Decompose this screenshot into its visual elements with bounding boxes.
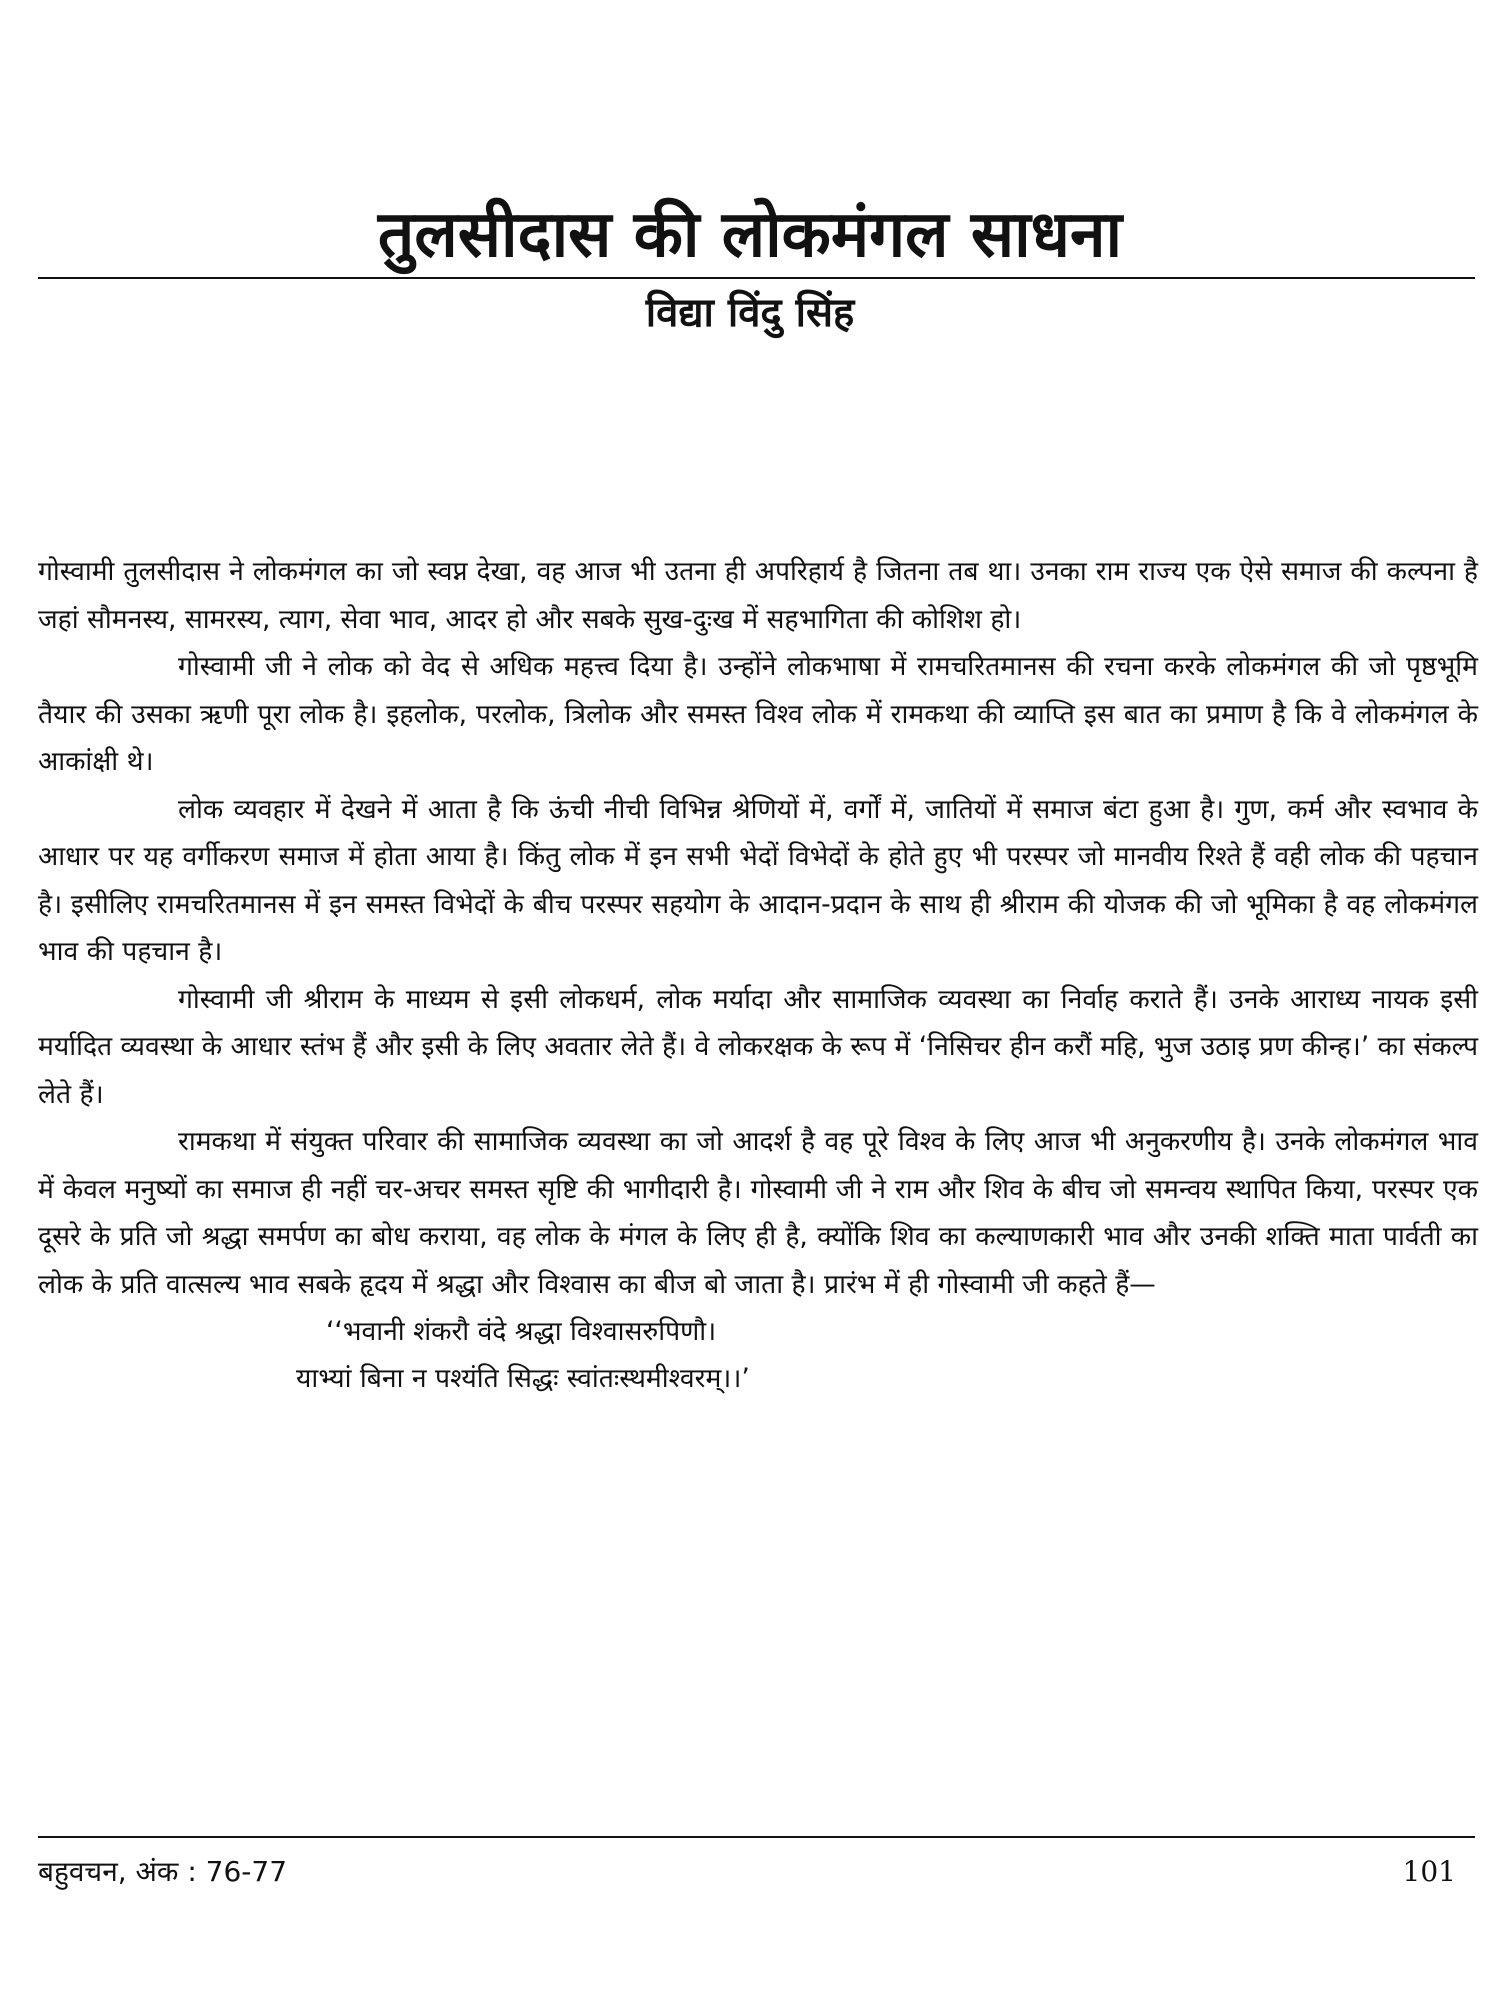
paragraph-1: गोस्वामी तुलसीदास ने लोकमंगल का जो स्वप्न देखा, वह आज भी उतना ही अपरिहार्य है जितना तब था। उनका राम राज्य एक ऐसे समाज की कल्पना है जहां सौमनस्य, सामरस्य, त्याग, सेवा भाव, आदर हो और सबके सुख-दुःख में सहभागिता की कोशिश हो। <box>38 556 1478 635</box>
footer-divider <box>38 1836 1475 1838</box>
title-divider <box>38 277 1475 279</box>
verse-line-2: याभ्यां बिना न पश्यंति सिद्धः स्वांतःस्थमीश्वरम्।।’ <box>296 1363 750 1394</box>
article-author: विद्या विंदु सिंह <box>645 290 855 336</box>
verse-line-1: ‘‘भवानी शंकरौ वंदे श्रद्धा विश्वासरुपिणौ। <box>326 1316 717 1347</box>
page-number: 101 <box>1402 1855 1456 1888</box>
article-title: तुलसीदास की लोकमंगल साधना <box>377 198 1123 272</box>
verse-quote <box>38 1308 1478 1402</box>
article-body <box>38 548 1478 1402</box>
paragraph-4: गोस्वामी जी श्रीराम के माध्यम से इसी लोकधर्म, लोक मर्यादा और सामाजिक व्यवस्था का निर्वाह कराते हैं। उनके आराध्य नायक इसी मर्यादित व्यवस्था के आधार स्तंभ हैं और इसी के लिए अवतार लेते हैं। वे लोकरक्षक के रूप में ‘निसिचर हीन करौं महि, भुज उठाइ प्रण कीन्ह।’ का संकल्प लेते हैं। <box>38 983 1478 1110</box>
paragraph-3: लोक व्यवहार में देखने में आता है कि ऊंची नीची विभिन्न श्रेणियों में, वर्गों में, जातियों में समाज बंटा हुआ है। गुण, कर्म और स्वभाव के आधार पर यह वर्गीकरण समाज में होता आया है। किंतु लोक में इन सभी भेदों विभेदों के होते हुए भी परस्पर जो मानवीय रिश्ते हैं वही लोक की पहचान है। इसीलिए रामचरितमानस में इन समस्त विभेदों के बीच परस्पर सहयोग के आदान-प्रदान के साथ ही श्रीराम की योजक की जो भूमिका है वह लोकमंगल भाव की पहचान है। <box>38 793 1478 967</box>
paragraph-5: रामकथा में संयुक्त परिवार की सामाजिक व्यवस्था का जो आदर्श है वह पूरे विश्व के लिए आज भी अनुकरणीय है। उनके लोकमंगल भाव में केवल मनुष्यों का समाज ही नहीं चर-अचर समस्त सृष्टि की भागीदारी है। गोस्वामी जी ने राम और शिव के बीच जो समन्वय स्थापित किया, परस्पर एक दूसरे के प्रति जो श्रद्धा समर्पण का बोध कराया, वह लोक के मंगल के लिए ही है, क्योंकि शिव का कल्याणकारी भाव और उनकी शक्ति माता पार्वती का लोक के प्रति वात्सल्य भाव सबके हृदय में श्रद्धा और विश्वास का बीज बो जाता है। प्रारंभ में ही गोस्वामी जी कहते हैं— <box>38 1126 1478 1300</box>
journal-issue: बहुवचन, अंक : 76-77 <box>38 1855 288 1888</box>
paragraph-2: गोस्वामी जी ने लोक को वेद से अधिक महत्त्व दिया है। उन्होंने लोकभाषा में रामचरितमानस की रचना करके लोकमंगल की जो पृष्ठभूमि तैयार की उसका ऋणी पूरा लोक है। इहलोक, परलोक, त्रिलोक और समस्त विश्व लोक में रामकथा की व्याप्ति इस बात का प्रमाण है कि वे लोकमंगल के आकांक्षी थे। <box>38 651 1478 777</box>
